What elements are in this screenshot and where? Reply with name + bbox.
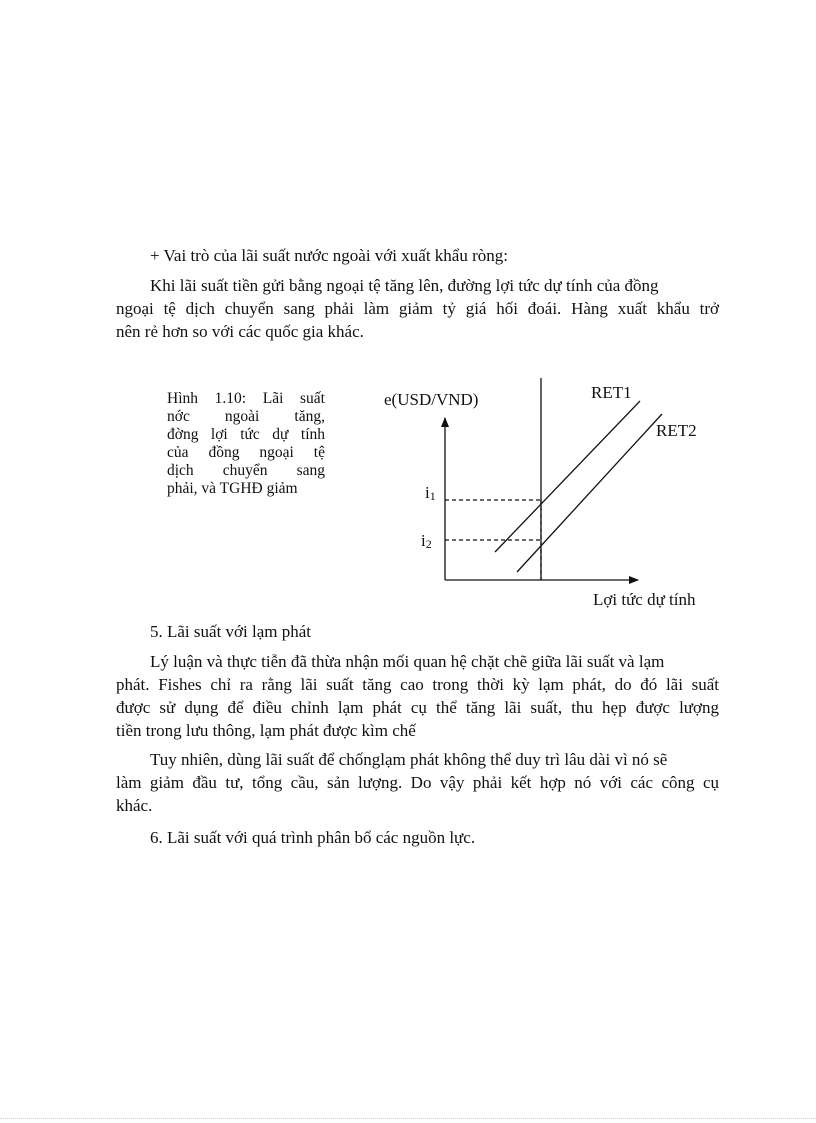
figure-caption-line-6: phải, và TGHĐ giảm [167,480,298,497]
i2-label: i2 [421,531,432,551]
section5-para-b-line-1: Tuy nhiên, dùng lãi suất để chốnglạm phát không thể duy trì lâu dài vì nó sẽ [150,750,668,769]
section5-para-a-line-3: được sử dụng để điều chỉnh lạm phát cụ thể tăng lãi suất, thu hẹp được lượng [116,698,719,717]
i1-label: i1 [425,483,436,503]
paragraph1-line-3: nên rẻ hơn so với các quốc gia khác. [116,322,364,341]
figure-caption-line-5: dịch chuyển sang [167,462,325,479]
figure-caption-line-4: của đồng ngoại tệ [167,444,325,461]
paragraph1-line-1: Khi lãi suất tiền gửi bằng ngoại tệ tăng lên, đường lợi tức dự tính của đồng [150,276,659,295]
section6-heading: 6. Lãi suất với quá trình phân bổ các nguồn lực. [150,828,476,847]
page-bottom-divider [0,1118,816,1119]
figure-caption-line-2: nớc ngoài tăng, [167,408,325,425]
figure-caption-line-3: đờng lợi tức dự tính [167,426,325,443]
x-axis-label: Lợi tức dự tính [593,590,696,609]
ret1-line [495,401,640,552]
y-axis-label: e(USD/VND) [384,390,479,409]
section5-para-a-line-1: Lý luận và thực tiễn đã thừa nhận mối quan hệ chặt chẽ giữa lãi suất và lạm [150,652,665,671]
ret1-label: RET1 [591,383,632,402]
ret2-line [517,414,662,572]
section5-para-a-line-4: tiền trong lưu thông, lạm phát được kìm chế [116,721,416,740]
section5-para-b-line-3: khác. [116,796,153,815]
section5-para-b-line-2: làm giảm đầu tư, tổng cầu, sản lượng. Do vậy phải kết hợp nó với các công cụ [116,773,719,792]
section5-para-a-line-2: phát. Fishes chỉ ra rằng lãi suất tăng cao trong thời kỳ lạm phát, do đó lãi suất [116,675,719,694]
section5-heading: 5. Lãi suất với lạm phát [150,622,312,641]
figure-caption-line-1: Hình 1.10: Lãi suất [167,390,325,407]
paragraph1-line-2: ngoại tệ dịch chuyển sang phải làm giảm tỷ giá hối đoái. Hàng xuất khẩu trở [116,299,719,318]
section-heading-foreign-rate: + Vai trò của lãi suất nước ngoài với xuất khẩu ròng: [150,246,508,265]
ret2-label: RET2 [656,421,697,440]
